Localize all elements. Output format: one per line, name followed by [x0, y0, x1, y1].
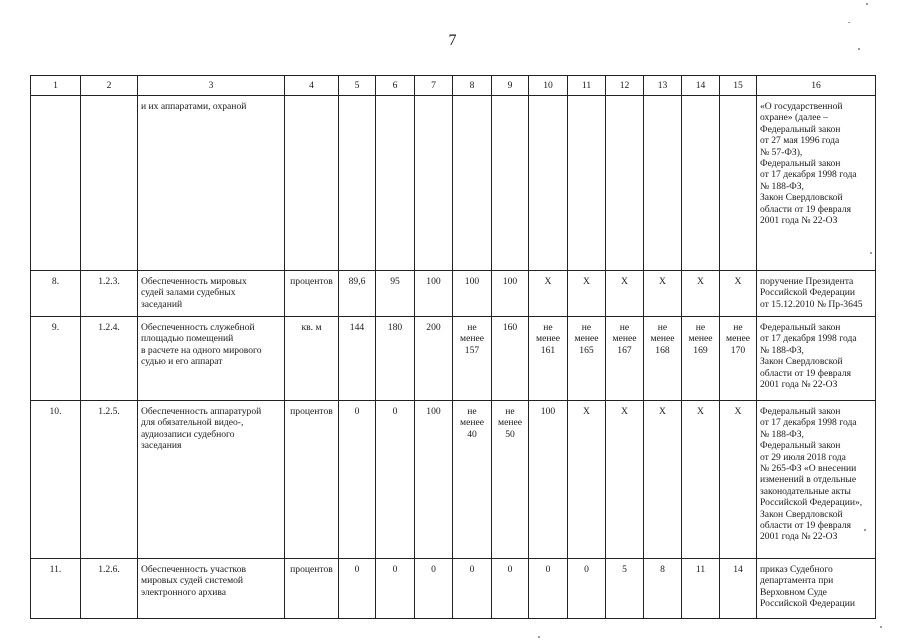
column-header-15: 15	[720, 76, 757, 96]
indicator-code: 1.2.4.	[81, 317, 138, 401]
unit-of-measure: процентов	[285, 559, 339, 619]
scan-speck	[864, 529, 866, 531]
scan-speck	[538, 636, 540, 638]
value-col-12: не менее 167	[606, 317, 644, 401]
value-col-10: не менее 161	[529, 317, 568, 401]
column-header-11: 11	[568, 76, 606, 96]
value-col-5: 144	[339, 317, 376, 401]
header-row	[31, 76, 876, 96]
value-col-8: не менее 157	[453, 317, 492, 401]
value-col-5: 0	[339, 401, 376, 559]
legal-basis: Федеральный закон от 17 декабря 1998 года № 188-ФЗ, Федеральный закон от 29 июля 2018 года № 265-ФЗ «О внесении изменений в отдельные законодательные акты Российской Федерации», Закон Свердловской области от 19 февраля 2001 года № 22-ОЗ	[757, 401, 876, 559]
value-col-12: 5	[606, 559, 644, 619]
value-col-11: 0	[568, 559, 606, 619]
scan-speck	[880, 626, 882, 628]
column-header-6: 6	[376, 76, 415, 96]
column-header-13: 13	[644, 76, 682, 96]
value-col-8: 100	[453, 271, 492, 317]
value-col-15: не менее 170	[720, 317, 757, 401]
column-header-7: 7	[415, 76, 453, 96]
page-number: 7	[448, 32, 457, 49]
value-col-10	[529, 96, 568, 271]
value-col-9: 0	[492, 559, 529, 619]
value-col-5	[339, 96, 376, 271]
value-col-11	[568, 96, 606, 271]
column-header-12: 12	[606, 76, 644, 96]
value-col-8	[453, 96, 492, 271]
value-col-6: 180	[376, 317, 415, 401]
value-col-8: не менее 40	[453, 401, 492, 559]
legal-basis: «О государственной охране» (далее – Федеральный закон от 27 мая 1996 года № 57-ФЗ), Федеральный закон от 17 декабря 1998 года № 188-ФЗ, Закон Свердловской области от 19 февраля 2001 года № 22-ОЗ	[757, 96, 876, 271]
value-col-14: X	[682, 401, 720, 559]
indicator-name: и их аппаратами, охраной	[138, 96, 285, 271]
value-col-7: 200	[415, 317, 453, 401]
value-col-5: 0	[339, 559, 376, 619]
value-col-9	[492, 96, 529, 271]
row-number: 9.	[31, 317, 81, 401]
column-header-5: 5	[339, 76, 376, 96]
row-number: 10.	[31, 401, 81, 559]
table-row	[31, 96, 876, 271]
column-header-14: 14	[682, 76, 720, 96]
table-row	[31, 559, 876, 619]
value-col-11: X	[568, 401, 606, 559]
unit-of-measure: процентов	[285, 401, 339, 559]
value-col-10: 100	[529, 401, 568, 559]
legal-basis: Федеральный закон от 17 декабря 1998 года № 188-ФЗ, Закон Свердловской области от 19 февраля 2001 года № 22-ОЗ	[757, 317, 876, 401]
indicator-name: Обеспеченность аппаратурой для обязательной видео-, аудиозаписи судебного заседания	[138, 401, 285, 559]
row-number: 11.	[31, 559, 81, 619]
value-col-15: X	[720, 401, 757, 559]
column-header-4: 4	[285, 76, 339, 96]
indicators-table	[30, 75, 876, 619]
indicator-code: 1.2.3.	[81, 271, 138, 317]
value-col-9: не менее 50	[492, 401, 529, 559]
indicator-name: Обеспеченность мировых судей залами судебных заседаний	[138, 271, 285, 317]
unit-of-measure: кв. м	[285, 317, 339, 401]
value-col-12	[606, 96, 644, 271]
scan-speck	[848, 22, 850, 23]
column-header-16: 16	[757, 76, 876, 96]
value-col-7: 0	[415, 559, 453, 619]
indicator-name: Обеспеченность участков мировых судей системой электронного архива	[138, 559, 285, 619]
value-col-11: не менее 165	[568, 317, 606, 401]
legal-basis: приказ Судебного департамента при Верховном Суде Российской Федерации	[757, 559, 876, 619]
value-col-10: X	[529, 271, 568, 317]
value-col-12: X	[606, 271, 644, 317]
value-col-5: 89,6	[339, 271, 376, 317]
column-header-3: 3	[138, 76, 285, 96]
column-header-1: 1	[31, 76, 81, 96]
column-header-10: 10	[529, 76, 568, 96]
value-col-9: 160	[492, 317, 529, 401]
table-row	[31, 271, 876, 317]
column-header-2: 2	[81, 76, 138, 96]
value-col-15	[720, 96, 757, 271]
indicator-name: Обеспеченность служебной площадью помещений в расчете на одного мирового судью и его аппарат	[138, 317, 285, 401]
value-col-7	[415, 96, 453, 271]
value-col-6: 95	[376, 271, 415, 317]
table-row	[31, 401, 876, 559]
scan-speck	[858, 48, 860, 50]
value-col-15: 14	[720, 559, 757, 619]
value-col-14: 11	[682, 559, 720, 619]
indicator-code: 1.2.5.	[81, 401, 138, 559]
value-col-6	[376, 96, 415, 271]
value-col-8: 0	[453, 559, 492, 619]
value-col-13: не менее 168	[644, 317, 682, 401]
column-header-8: 8	[453, 76, 492, 96]
value-col-11: X	[568, 271, 606, 317]
value-col-14: X	[682, 271, 720, 317]
value-col-13: 8	[644, 559, 682, 619]
value-col-7: 100	[415, 271, 453, 317]
unit-of-measure	[285, 96, 339, 271]
indicator-code: 1.2.6.	[81, 559, 138, 619]
table-row	[31, 317, 876, 401]
scan-speck	[866, 3, 868, 5]
value-col-6: 0	[376, 401, 415, 559]
legal-basis: поручение Президента Российской Федерации от 15.12.2010 № Пр-3645	[757, 271, 876, 317]
value-col-13: X	[644, 401, 682, 559]
unit-of-measure: процентов	[285, 271, 339, 317]
value-col-6: 0	[376, 559, 415, 619]
table-body	[31, 96, 876, 619]
column-header-9: 9	[492, 76, 529, 96]
indicator-code	[81, 96, 138, 271]
value-col-10: 0	[529, 559, 568, 619]
value-col-14: не менее 169	[682, 317, 720, 401]
value-col-15: X	[720, 271, 757, 317]
row-number: 8.	[31, 271, 81, 317]
value-col-7: 100	[415, 401, 453, 559]
value-col-13: X	[644, 271, 682, 317]
scan-speck	[870, 252, 872, 254]
row-number	[31, 96, 81, 271]
value-col-14	[682, 96, 720, 271]
value-col-13	[644, 96, 682, 271]
value-col-12: X	[606, 401, 644, 559]
value-col-9: 100	[492, 271, 529, 317]
